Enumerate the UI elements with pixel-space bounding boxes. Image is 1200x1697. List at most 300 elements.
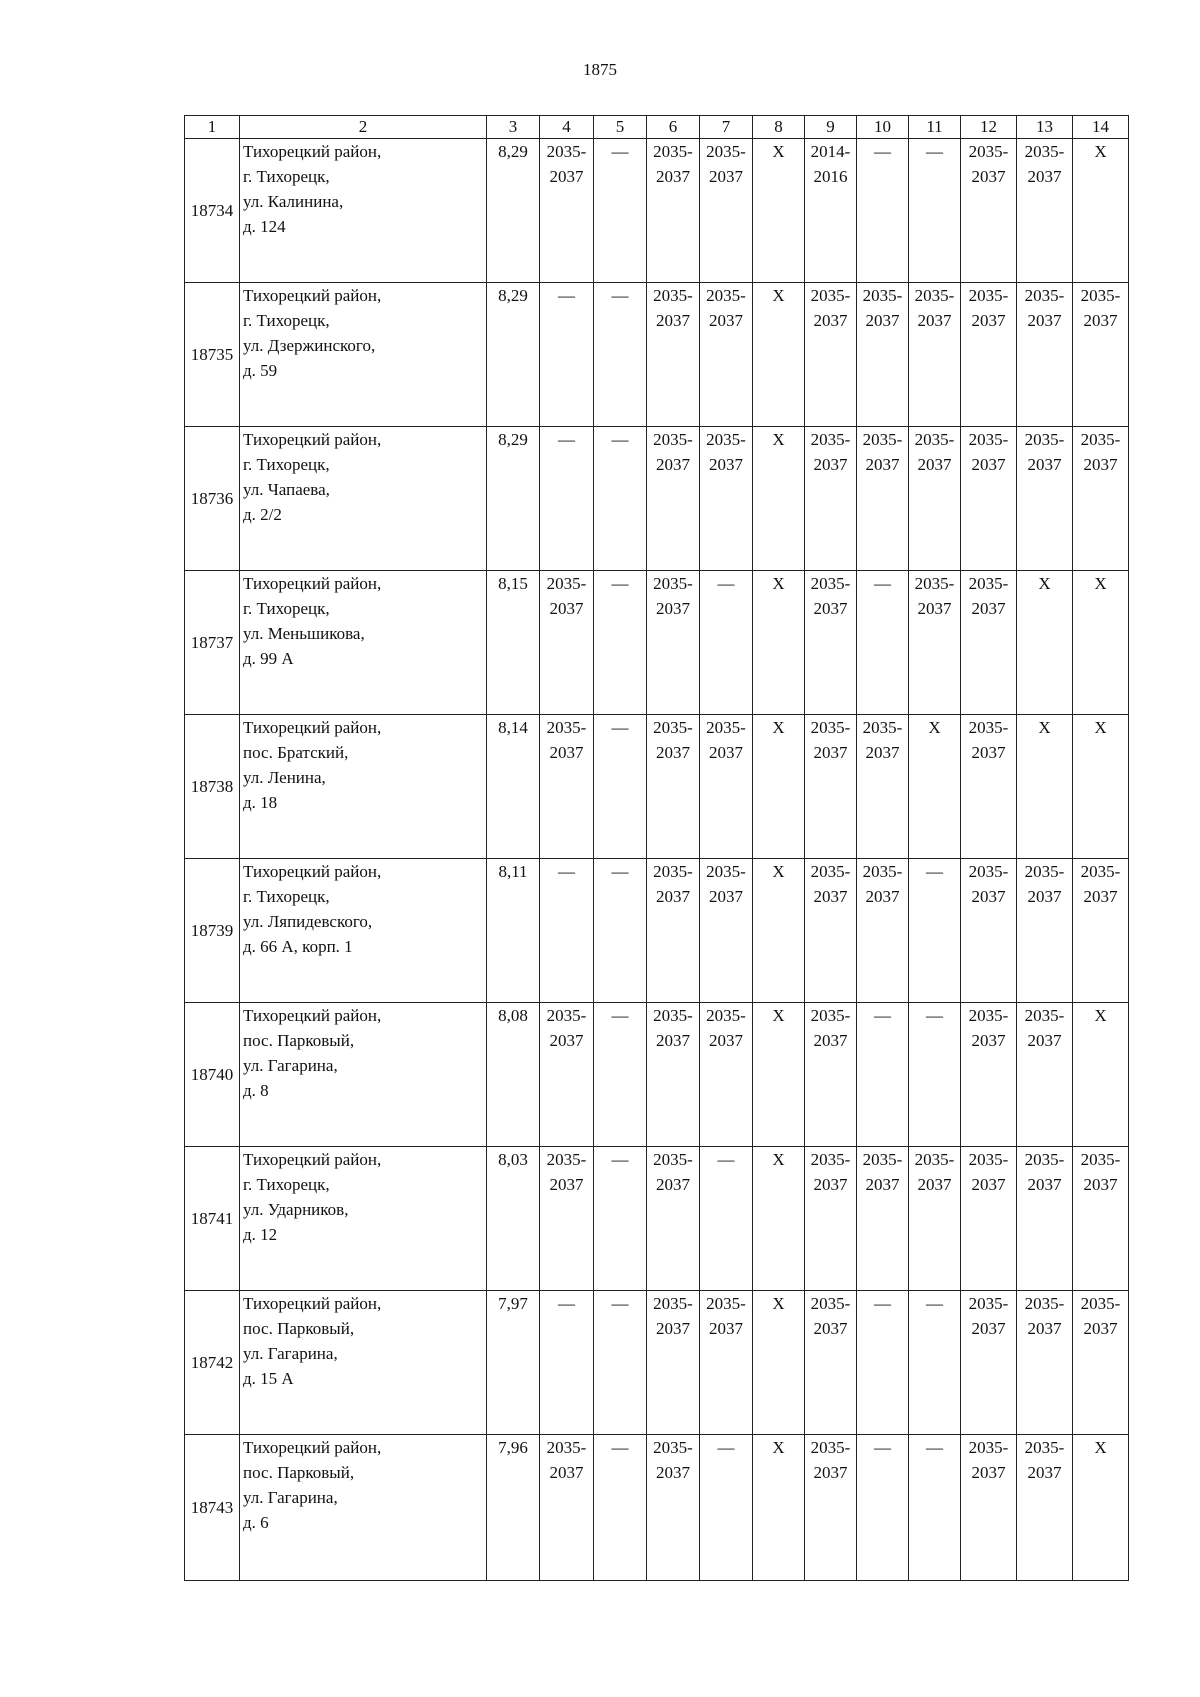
value-cell-col-14 [1073, 139, 1129, 283]
value-line: — [874, 1438, 891, 1457]
area-cell: 8,11 [487, 859, 540, 1003]
value-cell-col-7 [700, 283, 753, 427]
value-line: 2037 [656, 887, 690, 906]
column-header-2: 2 [240, 116, 487, 139]
value-cell-col-11 [909, 571, 961, 715]
value-line: 2037 [549, 743, 584, 762]
address-line: д. 59 [243, 361, 278, 380]
value-line: 2037 [971, 311, 1006, 330]
table-row [185, 1291, 1129, 1435]
value-line: Х [1094, 718, 1107, 737]
value-line: Х [1094, 142, 1107, 161]
address-line: д. 99 А [243, 649, 294, 668]
value-cell-col-6 [647, 859, 700, 1003]
value-line: 2035- [1080, 286, 1121, 305]
address-line: г. Тихорецк, [243, 167, 330, 186]
value-cell-col-9 [805, 283, 857, 427]
address-line: г. Тихорецк, [243, 599, 330, 618]
value-line: 2035- [810, 574, 851, 593]
value-cell-col-13 [1017, 139, 1073, 283]
value-cell-col-6 [647, 427, 700, 571]
value-line: 2037 [865, 743, 900, 762]
value-cell-col-11 [909, 427, 961, 571]
value-cell-col-5 [594, 139, 647, 283]
value-line: 2037 [813, 887, 848, 906]
value-line: 2035- [706, 430, 746, 449]
value-cell-col-9 [805, 427, 857, 571]
address-line: пос. Братский, [243, 743, 349, 762]
value-cell-col-13 [1017, 1435, 1073, 1581]
value-line: 2037 [1083, 887, 1118, 906]
value-line: Х [772, 1150, 785, 1169]
value-cell-col-12 [961, 1003, 1017, 1147]
column-header-8: 8 [753, 116, 805, 139]
value-line: Х [772, 862, 785, 881]
value-line: 2035- [1024, 286, 1065, 305]
value-line: 2037 [813, 743, 848, 762]
value-cell-col-14 [1073, 571, 1129, 715]
value-cell-col-10 [857, 859, 909, 1003]
value-line: — [558, 286, 575, 305]
value-line: 2037 [656, 455, 690, 474]
page-number: 1875 [583, 60, 617, 79]
value-cell-col-8 [753, 1147, 805, 1291]
value-cell-col-10 [857, 139, 909, 283]
area-cell: 8,29 [487, 427, 540, 571]
value-cell-col-9 [805, 1435, 857, 1581]
value-cell-col-8 [753, 859, 805, 1003]
value-line: 2035- [546, 1438, 587, 1457]
value-cell-col-6 [647, 139, 700, 283]
value-cell-col-6 [647, 571, 700, 715]
address-line: ул. Гагарина, [243, 1344, 338, 1363]
row-id: 18735 [185, 283, 240, 427]
address-line: Тихорецкий район, [243, 1438, 382, 1457]
address-line: Тихорецкий район, [243, 1006, 382, 1025]
value-line: 2037 [813, 1031, 848, 1050]
value-cell-col-13 [1017, 715, 1073, 859]
row-id: 18739 [185, 859, 240, 1003]
value-cell-col-5 [594, 1003, 647, 1147]
value-line: — [611, 862, 629, 881]
value-line: 2037 [917, 311, 952, 330]
value-cell-col-12 [961, 571, 1017, 715]
value-line: 2037 [656, 1319, 690, 1338]
value-line: 2035- [968, 1006, 1009, 1025]
table-body [185, 139, 1129, 1581]
value-line: 2035- [653, 718, 693, 737]
address-line: ул. Дзержинского, [243, 336, 376, 355]
address-cell [240, 1435, 487, 1581]
value-line: — [926, 1438, 943, 1457]
value-line: 2035- [653, 286, 693, 305]
value-cell-col-4 [540, 571, 594, 715]
column-header-1: 1 [185, 116, 240, 139]
table-row [185, 715, 1129, 859]
value-cell-col-8 [753, 283, 805, 427]
table-row [185, 1003, 1129, 1147]
address-line: г. Тихорецк, [243, 1175, 330, 1194]
value-cell-col-11 [909, 859, 961, 1003]
address-line: ул. Гагарина, [243, 1488, 338, 1507]
value-cell-col-10 [857, 571, 909, 715]
column-header-6: 6 [647, 116, 700, 139]
value-cell-col-10 [857, 283, 909, 427]
area-cell: 8,29 [487, 283, 540, 427]
value-line: — [611, 1438, 629, 1457]
value-cell-col-4 [540, 1147, 594, 1291]
value-cell-col-14 [1073, 859, 1129, 1003]
value-line: 2035- [653, 1294, 693, 1313]
value-line: 2035- [653, 574, 693, 593]
address-line: ул. Гагарина, [243, 1056, 338, 1075]
value-line: 2035- [706, 862, 746, 881]
address-line: д. 124 [243, 217, 286, 236]
value-line: 2035- [810, 286, 851, 305]
value-line: 2035- [968, 574, 1009, 593]
value-cell-col-7 [700, 1291, 753, 1435]
address-line: Тихорецкий район, [243, 286, 382, 305]
value-cell-col-5 [594, 859, 647, 1003]
value-cell-col-13 [1017, 1147, 1073, 1291]
value-cell-col-6 [647, 1003, 700, 1147]
value-line: Х [1094, 1006, 1107, 1025]
value-line: — [926, 862, 943, 881]
value-cell-col-14 [1073, 427, 1129, 571]
value-cell-col-4 [540, 859, 594, 1003]
value-line: 2037 [813, 455, 848, 474]
value-cell-col-9 [805, 1003, 857, 1147]
row-id: 18738 [185, 715, 240, 859]
value-cell-col-10 [857, 1291, 909, 1435]
address-line: пос. Парковый, [243, 1319, 355, 1338]
value-cell-col-13 [1017, 427, 1073, 571]
value-cell-col-4 [540, 1435, 594, 1581]
header-row [185, 116, 1129, 139]
value-cell-col-11 [909, 283, 961, 427]
value-line: Х [1038, 718, 1051, 737]
value-line: 2037 [971, 599, 1006, 618]
column-header-11: 11 [909, 116, 961, 139]
value-line: 2035- [653, 1150, 693, 1169]
value-cell-col-10 [857, 1435, 909, 1581]
value-line: 2035- [706, 286, 746, 305]
value-line: 2035- [810, 1438, 851, 1457]
value-cell-col-8 [753, 715, 805, 859]
value-line: 2035- [1024, 1438, 1065, 1457]
value-cell-col-12 [961, 1291, 1017, 1435]
value-line: Х [1038, 574, 1051, 593]
value-cell-col-7 [700, 139, 753, 283]
table-row [185, 1435, 1129, 1581]
address-line: д. 18 [243, 793, 278, 812]
value-line: 2035- [862, 862, 903, 881]
table-row [185, 283, 1129, 427]
value-line: 2035- [862, 1150, 903, 1169]
value-line: 2035- [862, 430, 903, 449]
value-line: 2035- [653, 1006, 693, 1025]
value-line: 2035- [810, 1150, 851, 1169]
value-cell-col-11 [909, 1147, 961, 1291]
address-line: д. 2/2 [243, 505, 282, 524]
address-line: пос. Парковый, [243, 1031, 355, 1050]
address-line: ул. Калинина, [243, 192, 344, 211]
value-line: 2037 [865, 455, 900, 474]
value-line: 2035- [546, 718, 587, 737]
value-line: — [611, 574, 629, 593]
value-line: 2035- [862, 718, 903, 737]
value-line: 2035- [1080, 862, 1121, 881]
value-cell-col-10 [857, 715, 909, 859]
column-header-12: 12 [961, 116, 1017, 139]
value-cell-col-14 [1073, 1291, 1129, 1435]
value-line: 2035- [653, 1438, 693, 1457]
value-line: 2037 [865, 887, 900, 906]
row-id: 18734 [185, 139, 240, 283]
address-line: ул. Чапаева, [243, 480, 330, 499]
value-cell-col-14 [1073, 283, 1129, 427]
value-cell-col-8 [753, 139, 805, 283]
value-line: 2035- [546, 1006, 587, 1025]
area-cell: 8,08 [487, 1003, 540, 1147]
value-line: 2035- [546, 1150, 587, 1169]
value-line: 2037 [971, 743, 1006, 762]
value-line: 2035- [968, 1150, 1009, 1169]
value-line: 2037 [813, 1175, 848, 1194]
value-line: 2037 [813, 311, 848, 330]
value-line: — [558, 430, 575, 449]
value-line: — [874, 574, 891, 593]
table-row [185, 139, 1129, 283]
address-cell [240, 1147, 487, 1291]
value-cell-col-13 [1017, 571, 1073, 715]
value-line: Х [772, 1294, 785, 1313]
value-line: 2037 [1027, 311, 1062, 330]
value-line: Х [1094, 574, 1107, 593]
value-line: — [717, 1150, 735, 1169]
value-cell-col-6 [647, 1291, 700, 1435]
value-line: 2035- [1024, 1006, 1065, 1025]
value-line: 2037 [917, 599, 952, 618]
value-line: 2037 [1083, 1319, 1118, 1338]
value-cell-col-14 [1073, 1435, 1129, 1581]
value-line: 2037 [709, 743, 743, 762]
address-line: Тихорецкий район, [243, 1150, 382, 1169]
value-line: 2037 [1027, 167, 1062, 186]
address-line: пос. Парковый, [243, 1463, 355, 1482]
address-line: д. 66 А, корп. 1 [243, 937, 353, 956]
value-line: 2035- [1080, 1150, 1121, 1169]
value-line: 2035- [968, 862, 1009, 881]
value-line: 2037 [971, 887, 1006, 906]
value-line: 2037 [656, 1175, 690, 1194]
address-line: Тихорецкий район, [243, 1294, 382, 1313]
value-line: 2035- [968, 718, 1009, 737]
value-line: — [611, 142, 629, 161]
value-line: — [611, 718, 629, 737]
value-cell-col-12 [961, 1147, 1017, 1291]
value-line: Х [772, 1438, 785, 1457]
value-cell-col-8 [753, 571, 805, 715]
value-line: 2035- [810, 430, 851, 449]
address-line: г. Тихорецк, [243, 311, 330, 330]
value-line: 2035- [810, 1294, 851, 1313]
value-line: 2037 [971, 1175, 1006, 1194]
address-line: Тихорецкий район, [243, 718, 382, 737]
column-header-3: 3 [487, 116, 540, 139]
value-cell-col-7 [700, 715, 753, 859]
value-line: 2035- [1024, 1294, 1065, 1313]
value-cell-col-6 [647, 1147, 700, 1291]
address-line: ул. Ленина, [243, 768, 326, 787]
value-cell-col-12 [961, 139, 1017, 283]
table-header [185, 116, 1129, 139]
value-cell-col-7 [700, 427, 753, 571]
address-line: Тихорецкий район, [243, 430, 382, 449]
table-row [185, 427, 1129, 571]
value-line: 2035- [1024, 142, 1065, 161]
column-header-4: 4 [540, 116, 594, 139]
value-line: Х [772, 574, 785, 593]
area-cell: 8,03 [487, 1147, 540, 1291]
value-line: Х [928, 718, 941, 737]
value-cell-col-11 [909, 1291, 961, 1435]
table-row [185, 571, 1129, 715]
value-line: 2037 [971, 1463, 1006, 1482]
value-cell-col-6 [647, 715, 700, 859]
value-line: 2035- [1024, 862, 1065, 881]
value-cell-col-10 [857, 427, 909, 571]
value-line: — [611, 430, 629, 449]
value-line: 2035- [810, 718, 851, 737]
value-line: Х [772, 142, 785, 161]
value-line: 2037 [709, 311, 743, 330]
value-line: 2037 [1083, 311, 1118, 330]
value-line: 2037 [1027, 1319, 1062, 1338]
value-line: — [558, 1294, 575, 1313]
value-line: 2037 [709, 1319, 743, 1338]
column-header-9: 9 [805, 116, 857, 139]
register-table [184, 115, 1129, 1581]
address-cell [240, 859, 487, 1003]
address-cell [240, 139, 487, 283]
value-cell-col-11 [909, 715, 961, 859]
value-cell-col-5 [594, 715, 647, 859]
value-cell-col-10 [857, 1147, 909, 1291]
area-cell: 7,96 [487, 1435, 540, 1581]
value-line: 2037 [1083, 455, 1118, 474]
value-line: 2037 [656, 1463, 690, 1482]
value-line: Х [772, 1006, 785, 1025]
value-line: — [558, 862, 575, 881]
value-cell-col-12 [961, 427, 1017, 571]
value-line: 2037 [709, 887, 743, 906]
value-cell-col-11 [909, 1435, 961, 1581]
value-cell-col-6 [647, 1435, 700, 1581]
value-line: — [926, 142, 943, 161]
value-cell-col-7 [700, 1435, 753, 1581]
value-line: 2035- [653, 142, 693, 161]
value-line: 2035- [968, 1438, 1009, 1457]
value-line: 2035- [968, 430, 1009, 449]
address-line: д. 15 А [243, 1369, 294, 1388]
value-cell-col-14 [1073, 715, 1129, 859]
value-line: — [874, 142, 891, 161]
address-cell [240, 1003, 487, 1147]
value-line: 2037 [656, 599, 690, 618]
value-line: 2035- [914, 430, 955, 449]
value-line: 2037 [656, 311, 690, 330]
address-line: ул. Ударников, [243, 1200, 349, 1219]
value-cell-col-12 [961, 859, 1017, 1003]
row-id: 18742 [185, 1291, 240, 1435]
value-line: 2035- [1080, 1294, 1121, 1313]
value-line: — [874, 1294, 891, 1313]
value-line: 2035- [546, 574, 587, 593]
value-line: 2014- [810, 142, 851, 161]
value-cell-col-12 [961, 1435, 1017, 1581]
value-cell-col-4 [540, 1003, 594, 1147]
value-line: 2035- [968, 1294, 1009, 1313]
value-cell-col-4 [540, 715, 594, 859]
value-line: — [926, 1294, 943, 1313]
value-cell-col-5 [594, 427, 647, 571]
row-id: 18741 [185, 1147, 240, 1291]
value-cell-col-8 [753, 427, 805, 571]
address-cell [240, 283, 487, 427]
value-cell-col-10 [857, 1003, 909, 1147]
value-cell-col-11 [909, 139, 961, 283]
value-line: 2037 [656, 1031, 690, 1050]
row-id: 18743 [185, 1435, 240, 1581]
address-cell [240, 1291, 487, 1435]
area-cell: 8,29 [487, 139, 540, 283]
value-line: 2037 [865, 311, 900, 330]
column-header-14: 14 [1073, 116, 1129, 139]
value-cell-col-5 [594, 1147, 647, 1291]
value-cell-col-9 [805, 715, 857, 859]
value-line: 2035- [1024, 1150, 1065, 1169]
value-line: Х [772, 286, 785, 305]
address-line: д. 8 [243, 1081, 269, 1100]
value-line: 2035- [862, 286, 903, 305]
value-line: 2037 [656, 743, 690, 762]
value-cell-col-7 [700, 1147, 753, 1291]
address-line: д. 12 [243, 1225, 278, 1244]
value-line: 2037 [1083, 1175, 1118, 1194]
value-cell-col-4 [540, 139, 594, 283]
value-cell-col-13 [1017, 1003, 1073, 1147]
column-header-13: 13 [1017, 116, 1073, 139]
value-cell-col-13 [1017, 283, 1073, 427]
value-line: — [926, 1006, 943, 1025]
value-line: 2037 [709, 167, 743, 186]
column-header-10: 10 [857, 116, 909, 139]
area-cell: 7,97 [487, 1291, 540, 1435]
value-line: — [717, 1438, 735, 1457]
value-cell-col-9 [805, 859, 857, 1003]
value-cell-col-4 [540, 283, 594, 427]
address-line: Тихорецкий район, [243, 574, 382, 593]
value-cell-col-8 [753, 1003, 805, 1147]
value-line: 2037 [971, 1031, 1006, 1050]
value-line: 2037 [971, 167, 1006, 186]
area-cell: 8,15 [487, 571, 540, 715]
value-cell-col-5 [594, 1435, 647, 1581]
value-line: 2037 [1027, 887, 1062, 906]
value-line: 2035- [1080, 430, 1121, 449]
value-line: 2037 [1027, 1175, 1062, 1194]
